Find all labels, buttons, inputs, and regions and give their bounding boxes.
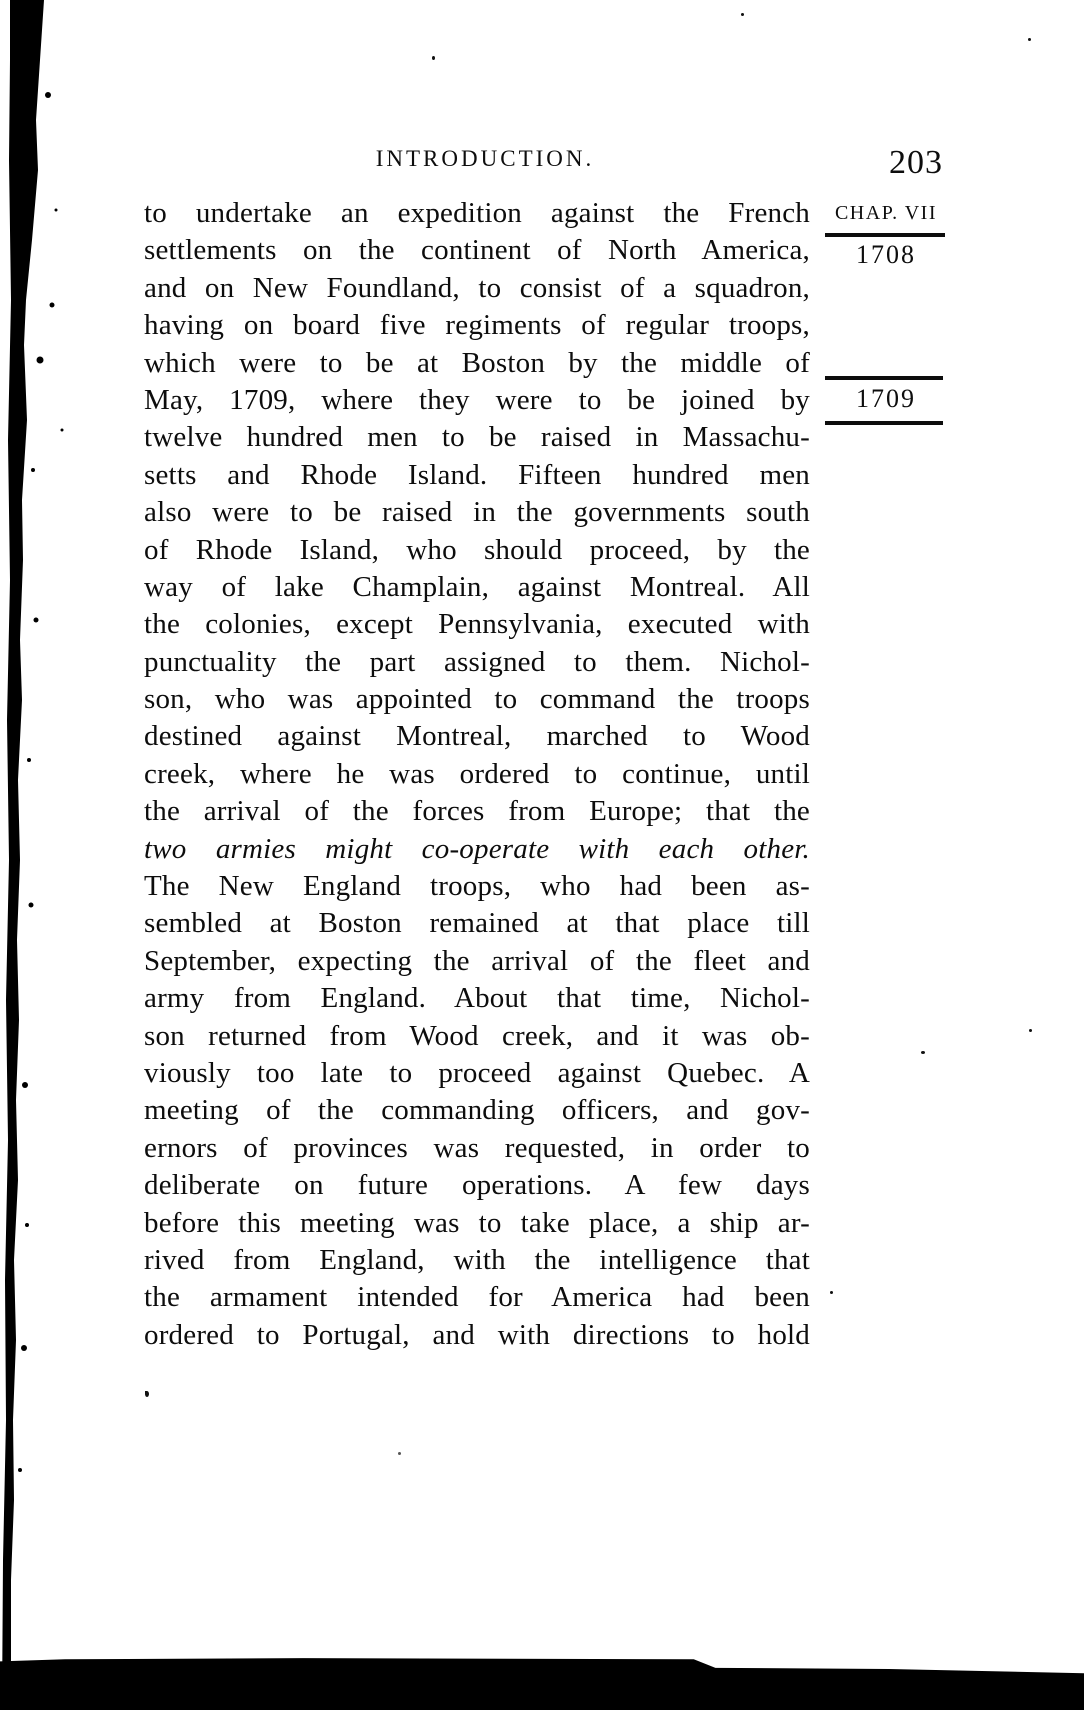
scan-speck xyxy=(398,1452,401,1455)
text-line: September, expecting the arrival of the fleet and xyxy=(144,944,810,977)
text-line: sembled at Boston remained at that place till xyxy=(144,907,810,940)
text-line: punctuality the part assigned to them. Nichol- xyxy=(144,645,810,678)
text-line: son, who was appointed to command the troops xyxy=(144,683,810,716)
margin-rule-above-1709 xyxy=(825,376,943,380)
text-line: having on board five regiments of regular troops, xyxy=(144,309,810,342)
scan-speck xyxy=(1029,1029,1032,1032)
scan-gutter-artifact xyxy=(0,0,80,1710)
page-number: 203 xyxy=(889,144,943,181)
margin-year-1709: 1709 xyxy=(856,384,916,413)
text-line: twelve hundred men to be raised in Massachu- xyxy=(144,421,810,454)
margin-year-1708: 1708 xyxy=(856,240,916,269)
text-line: army from England. About that time, Nichol- xyxy=(144,982,810,1015)
scan-speck xyxy=(921,1051,925,1054)
scan-speck xyxy=(830,1291,833,1294)
text-line: the armament intended for America had been xyxy=(144,1281,810,1314)
scan-speck xyxy=(1028,38,1031,41)
text-line: ordered to Portugal, and with directions to hold xyxy=(144,1318,810,1351)
text-line: viously too late to proceed against Quebec. A xyxy=(144,1056,810,1089)
text-line: ernors of provinces was requested, in order to xyxy=(144,1131,810,1164)
scan-speck xyxy=(741,13,744,16)
text-line: creek, where he was ordered to continue, until xyxy=(144,757,810,790)
text-line: The New England troops, who had been as- xyxy=(144,870,810,903)
text-line: and on New Foundland, to consist of a squadron, xyxy=(144,271,810,304)
scan-speck xyxy=(432,56,435,60)
text-line: before this meeting was to take place, a ship ar- xyxy=(144,1206,810,1239)
text-line: rived from England, with the intelligence that xyxy=(144,1243,810,1276)
running-title: INTRODUCTION. xyxy=(375,146,595,171)
scan-bottom-artifact xyxy=(0,1656,1084,1710)
text-line: of Rhode Island, who should proceed, by the xyxy=(144,533,810,566)
text-line: the arrival of the forces from Europe; that the xyxy=(144,795,810,828)
text-line: son returned from Wood creek, and it was ob- xyxy=(144,1019,810,1052)
scan-speck xyxy=(145,1391,149,1397)
text-line: two armies might co-operate with each other. xyxy=(144,832,810,865)
margin-chapter-label: CHAP. VII xyxy=(834,202,938,224)
text-line: meeting of the commanding officers, and gov- xyxy=(144,1094,810,1127)
text-line: the colonies, except Pennsylvania, executed with xyxy=(144,608,810,641)
text-line: May, 1709, where they were to be joined by xyxy=(144,383,810,416)
text-line: deliberate on future operations. A few days xyxy=(144,1169,810,1202)
margin-rule-below-1709 xyxy=(825,421,943,425)
text-line: setts and Rhode Island. Fifteen hundred men xyxy=(144,458,810,491)
text-line: which were to be at Boston by the middle of xyxy=(144,346,810,379)
margin-rule-under-chapter xyxy=(825,233,945,237)
text-line: way of lake Champlain, against Montreal. All xyxy=(144,570,810,603)
text-line: also were to be raised in the governments south xyxy=(144,496,810,529)
body-text xyxy=(144,195,810,1354)
text-line: destined against Montreal, marched to Wood xyxy=(144,720,810,753)
text-line: settlements on the continent of North America, xyxy=(144,234,810,267)
text-line: to undertake an expedition against the French xyxy=(144,197,810,229)
